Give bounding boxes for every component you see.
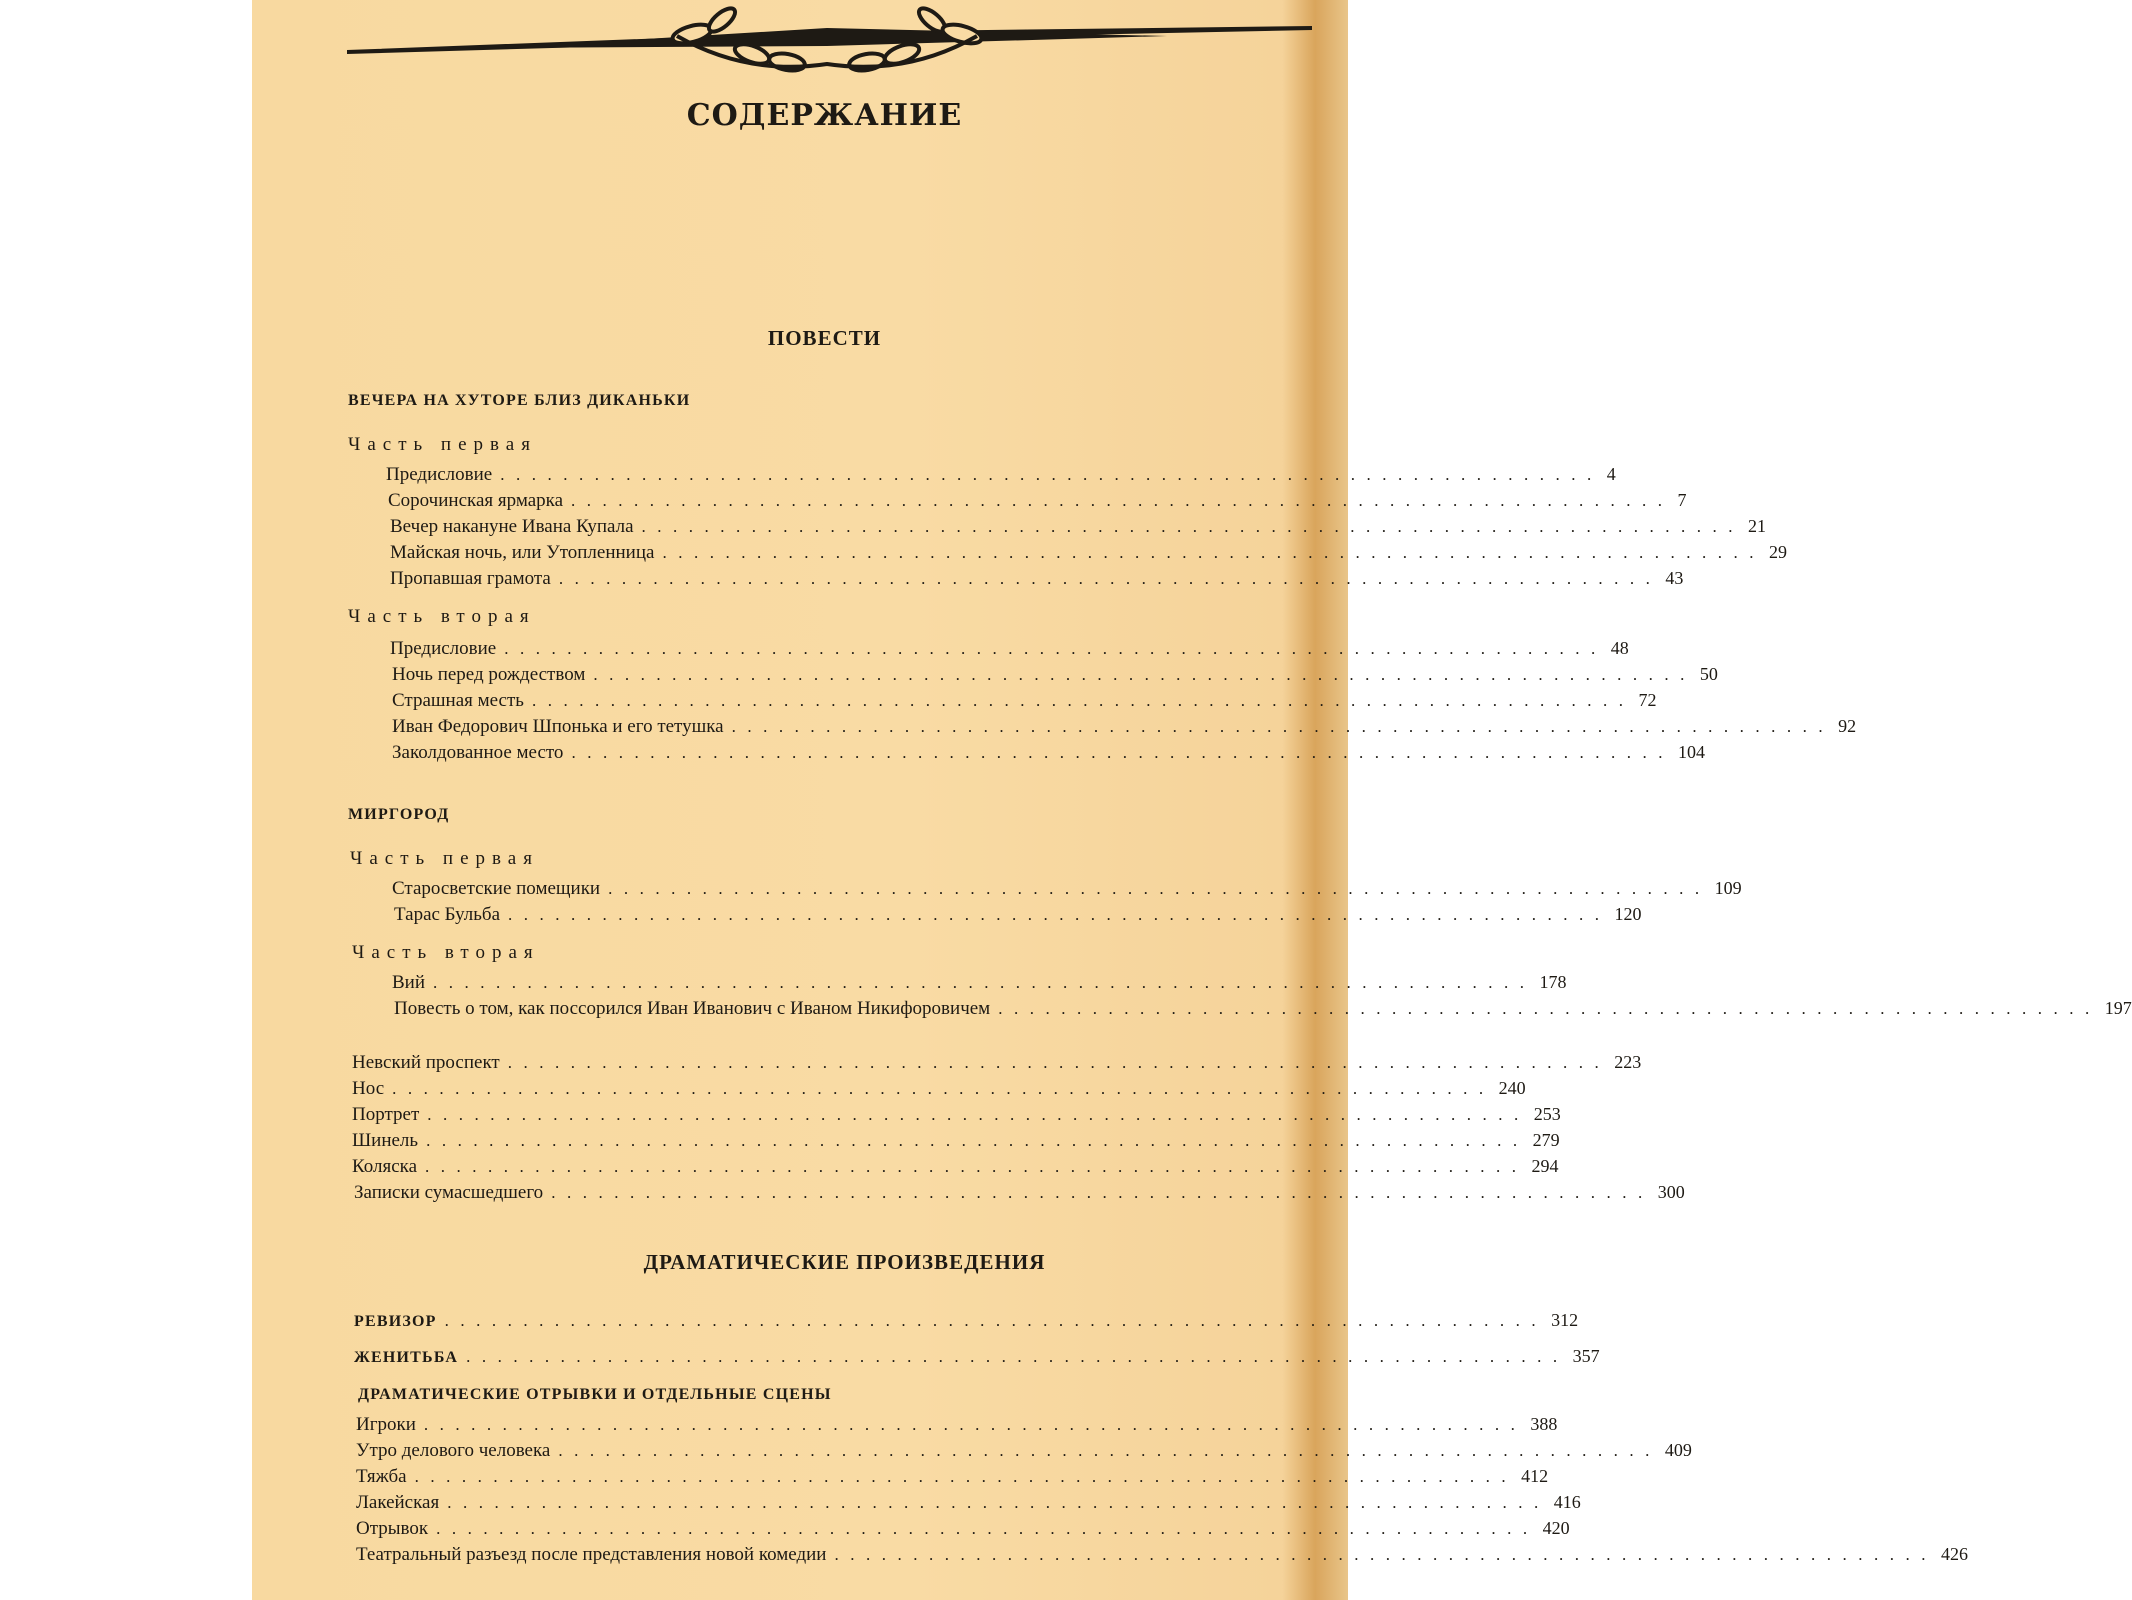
- toc-entry-title: Лакейская: [356, 1492, 440, 1513]
- leader-dots: ......................................................................: [414, 1467, 1518, 1486]
- leader-dots: ......................................................................: [551, 1183, 1654, 1202]
- toc-entry-page: 197: [2104, 998, 2132, 1018]
- leader-dots: ......................................................................: [447, 1493, 1550, 1512]
- leader-dots: ......................................................................: [641, 517, 1745, 536]
- leader-dots: ......................................................................: [504, 639, 1607, 658]
- leader-dots: ......................................................................: [571, 491, 1674, 510]
- toc-entry[interactable]: [356, 1466, 1549, 1490]
- leader-dots: ......................................................................: [425, 1157, 1528, 1176]
- toc-entry[interactable]: [390, 568, 1684, 592]
- toc-entry-title: Старосветские помещики: [392, 878, 601, 899]
- toc-entry[interactable]: [390, 542, 1787, 566]
- leader-dots: ......................................................................: [423, 1415, 1527, 1434]
- leader-dots: ......................................................................: [558, 569, 1662, 588]
- leader-dots: ......................................................................: [466, 1347, 1569, 1366]
- toc-entry-title: Заколдованное место: [392, 742, 564, 763]
- toc-entry-title: Пропавшая грамота: [390, 568, 551, 589]
- laurel-ornament-header: [347, 6, 1312, 76]
- toc-entry-page: 416: [1553, 1492, 1581, 1512]
- leader-dots: ......................................................................: [731, 717, 1835, 736]
- toc-entry[interactable]: [356, 1544, 1968, 1568]
- toc-entry-title: Утро делового человека: [356, 1440, 551, 1461]
- toc-entry-page: 43: [1665, 568, 1684, 588]
- toc-entry-title: Тарас Бульба: [394, 904, 501, 925]
- leader-dots: ......................................................................: [662, 543, 1765, 562]
- leader-dots: ......................................................................: [608, 879, 1711, 898]
- toc-entry-title: Отрывок: [356, 1518, 429, 1539]
- toc-entry[interactable]: [390, 516, 1767, 540]
- toc-entry-page: 388: [1530, 1414, 1558, 1434]
- toc-entry-page: 7: [1677, 490, 1687, 510]
- toc-entry[interactable]: [390, 638, 1629, 662]
- book-page: [252, 0, 2132, 1600]
- leader-dots: ......................................................................: [834, 1545, 1937, 1564]
- leader-dots: ......................................................................: [500, 465, 1603, 484]
- toc-entry[interactable]: [386, 464, 1616, 488]
- toc-entry-title: Шинель: [352, 1130, 419, 1151]
- leader-dots: ......................................................................: [571, 743, 1674, 762]
- toc-entry[interactable]: [392, 742, 1705, 766]
- toc-entry[interactable]: [392, 716, 1857, 740]
- toc-entry-title: Невский проспект: [352, 1052, 500, 1073]
- part-label: Часть первая: [348, 434, 537, 455]
- toc-entry-page: 312: [1551, 1310, 1579, 1330]
- toc-entry[interactable]: [354, 1310, 1579, 1334]
- toc-entry[interactable]: [356, 1492, 1581, 1516]
- toc-entry-title: Нос: [352, 1078, 385, 1099]
- toc-entry-title: Майская ночь, или Утопленница: [390, 542, 655, 563]
- toc-entry-page: 240: [1498, 1078, 1526, 1098]
- leader-dots: ......................................................................: [433, 973, 1536, 992]
- toc-entry-page: 109: [1714, 878, 1742, 898]
- toc-entry-title: Страшная месть: [392, 690, 524, 711]
- toc-entry-page: 72: [1638, 690, 1657, 710]
- toc-entry-page: 120: [1614, 904, 1642, 924]
- toc-entry[interactable]: [392, 878, 1742, 902]
- toc-entry[interactable]: [356, 1414, 1558, 1438]
- toc-entry-title: Вий: [392, 972, 426, 993]
- toc-entry[interactable]: [354, 1182, 1685, 1206]
- leader-dots: ......................................................................: [436, 1519, 1539, 1538]
- leader-dots: ......................................................................: [508, 905, 1611, 924]
- toc-entry[interactable]: [356, 1440, 1692, 1464]
- toc-entry-page: 223: [1614, 1052, 1642, 1072]
- toc-entry-page: 21: [1748, 516, 1767, 536]
- leader-dots: ......................................................................: [444, 1311, 1548, 1330]
- toc-entry-page: 50: [1699, 664, 1718, 684]
- part-label: Часть вторая: [348, 606, 536, 627]
- toc-entry-page: 357: [1572, 1346, 1600, 1366]
- toc-entry-title: Вечер накануне Ивана Купала: [390, 516, 634, 537]
- toc-entry[interactable]: [352, 1156, 1559, 1180]
- toc-entry-page: 294: [1531, 1156, 1559, 1176]
- toc-entry-title: Ночь перед рождеством: [392, 664, 586, 685]
- leader-dots: ......................................................................: [531, 691, 1635, 710]
- leader-dots: ......................................................................: [558, 1441, 1661, 1460]
- part-label: Часть вторая: [352, 942, 540, 963]
- section-heading-povesti: ПОВЕСТИ: [767, 326, 882, 350]
- toc-entry-page: 29: [1768, 542, 1787, 562]
- subsection-heading-fragments: ДРАМАТИЧЕСКИЕ ОТРЫВКИ И ОТДЕЛЬНЫЕ СЦЕНЫ: [358, 1386, 832, 1403]
- toc-entry-page: 426: [1940, 1544, 1968, 1564]
- toc-entry-page: 300: [1657, 1182, 1685, 1202]
- toc-entry[interactable]: [394, 998, 2132, 1022]
- toc-entry[interactable]: [352, 1078, 1526, 1102]
- leader-dots: ......................................................................: [998, 999, 2101, 1018]
- toc-entry-title: РЕВИЗОР: [354, 1313, 437, 1330]
- toc-entry[interactable]: [352, 1052, 1642, 1076]
- leader-dots: ......................................................................: [392, 1079, 1495, 1098]
- toc-entry-title: Тяжба: [356, 1466, 407, 1487]
- toc-entry-page: 412: [1521, 1466, 1549, 1486]
- toc-entry-page: 92: [1838, 716, 1857, 736]
- toc-entry-page: 279: [1532, 1130, 1560, 1150]
- page-title: СОДЕРЖАНИЕ: [686, 98, 963, 133]
- toc-entry-page: 48: [1610, 638, 1629, 658]
- toc-entry[interactable]: [392, 690, 1657, 714]
- toc-entry-page: 4: [1606, 464, 1616, 484]
- toc-entry-title: Записки сумасшедшего: [354, 1182, 544, 1203]
- toc-entry-title: Повесть о том, как поссорился Иван Иванович с Иваном Никифоровичем: [394, 998, 991, 1019]
- toc-entry-page: 178: [1539, 972, 1567, 992]
- toc-entry-title: Игроки: [356, 1414, 416, 1435]
- part-label: Часть первая: [350, 848, 539, 869]
- toc-entry[interactable]: [392, 664, 1718, 688]
- group-heading-dikanka: ВЕЧЕРА НА ХУТОРЕ БЛИЗ ДИКАНЬКИ: [348, 392, 691, 409]
- toc-entry-title: Театральный разъезд после представления новой комедии: [356, 1544, 827, 1565]
- leader-dots: ......................................................................: [507, 1053, 1611, 1072]
- toc-entry[interactable]: [356, 1518, 1570, 1542]
- toc-entry[interactable]: [354, 1346, 1600, 1370]
- toc-entry-title: Сорочинская ярмарка: [388, 490, 564, 511]
- toc-entry-page: 409: [1664, 1440, 1692, 1460]
- toc-entry-page: 104: [1677, 742, 1705, 762]
- toc-entry-title: Коляска: [352, 1156, 418, 1177]
- leader-dots: ......................................................................: [593, 665, 1696, 684]
- leader-dots: ......................................................................: [427, 1105, 1530, 1124]
- toc-entry[interactable]: [388, 490, 1687, 514]
- toc-entry-title: ЖЕНИТЬБА: [354, 1349, 459, 1366]
- toc-entry-page: 420: [1542, 1518, 1570, 1538]
- toc-entry-title: Предисловие: [390, 638, 497, 659]
- section-heading-drama: ДРАМАТИЧЕСКИЕ ПРОИЗВЕДЕНИЯ: [643, 1250, 1046, 1274]
- toc-entry-page: 253: [1533, 1104, 1561, 1124]
- toc-entry[interactable]: [352, 1130, 1560, 1154]
- toc-entry-title: Предисловие: [386, 464, 493, 485]
- leader-dots: ......................................................................: [426, 1131, 1529, 1150]
- toc-entry[interactable]: [394, 904, 1642, 928]
- toc-entry[interactable]: [392, 972, 1567, 996]
- group-heading-mirgorod: МИРГОРОД: [348, 806, 450, 823]
- toc-entry[interactable]: [352, 1104, 1561, 1128]
- toc-entry-title: Иван Федорович Шпонька и его тетушка: [392, 716, 724, 737]
- toc-entry-title: Портрет: [352, 1104, 420, 1125]
